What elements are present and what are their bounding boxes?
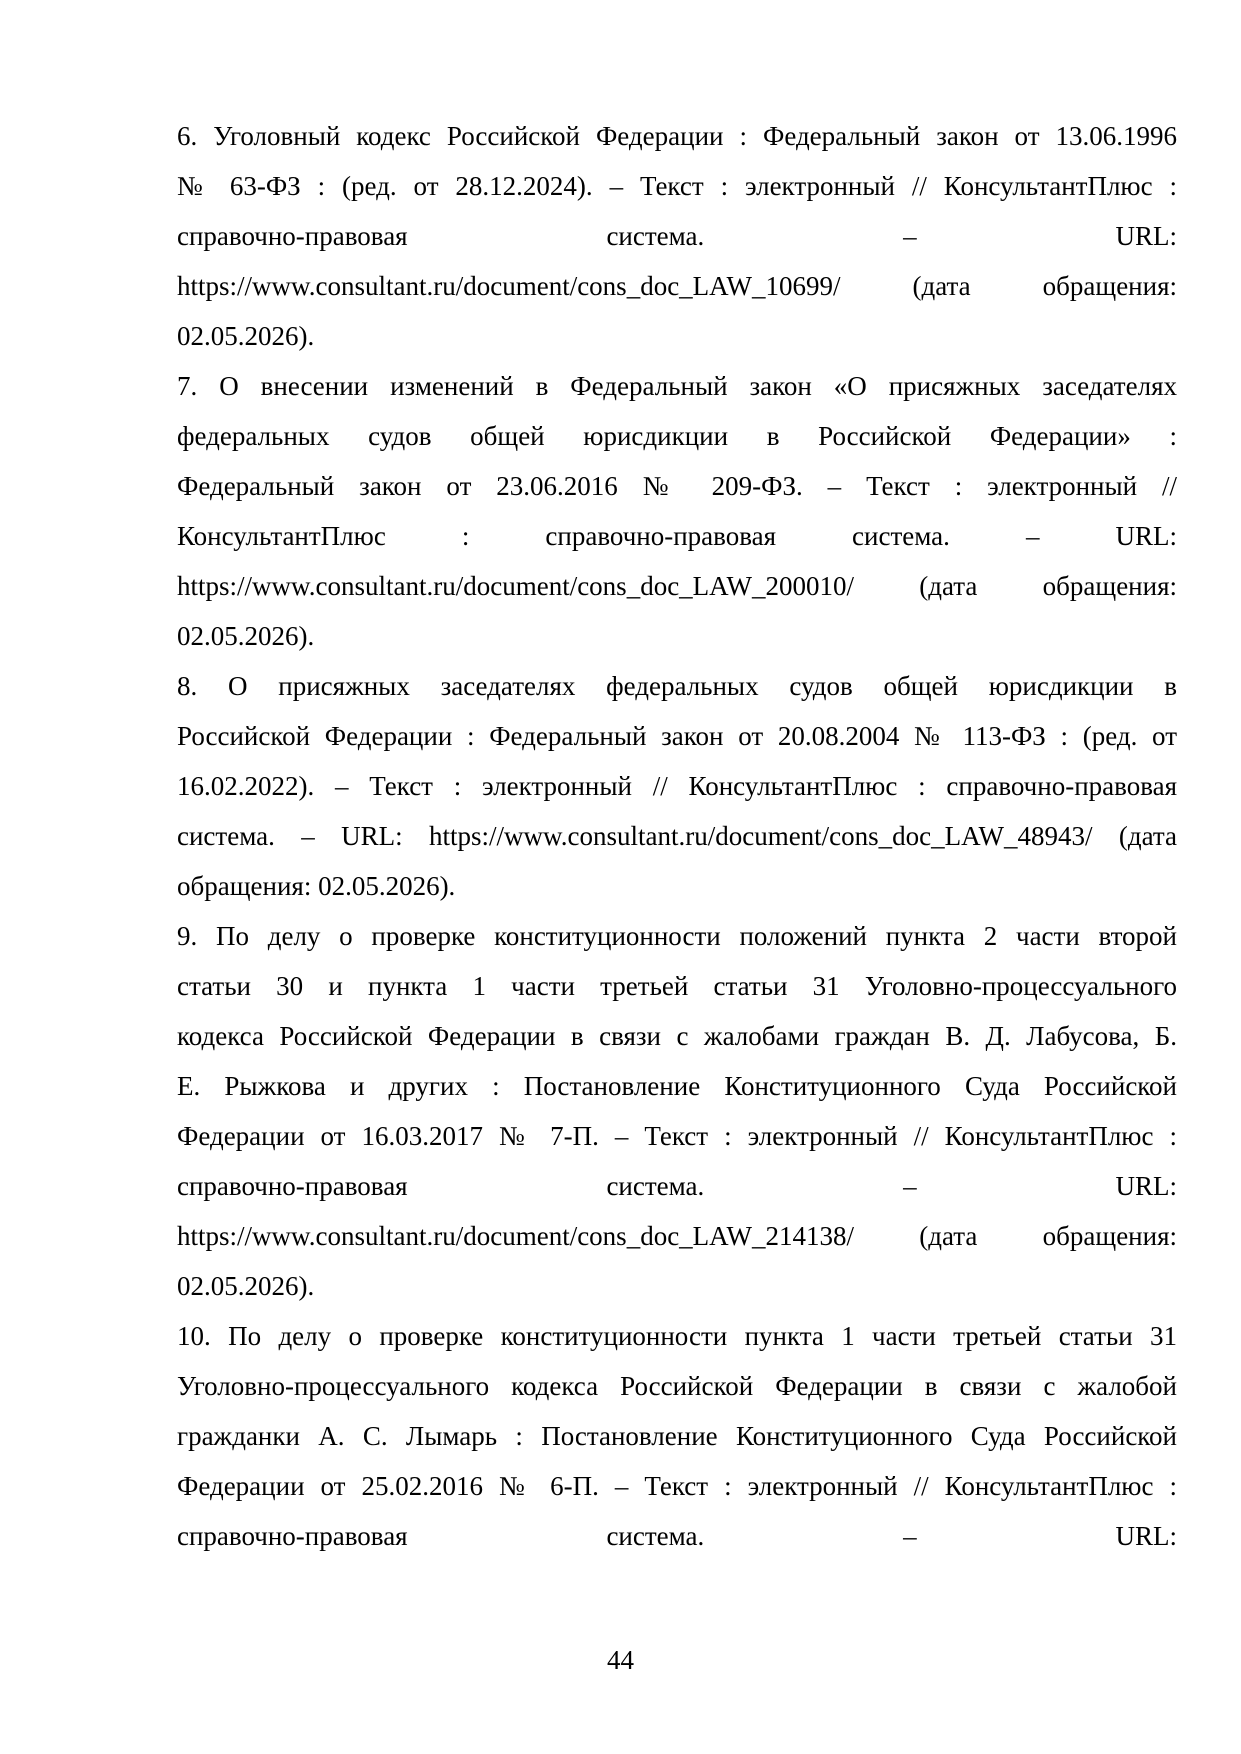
reference-item-10: [177, 1311, 1177, 1561]
reference-line: 6. Уголовный кодекс Российской Федерации : Федеральный закон от 13.06.1996: [177, 121, 1177, 151]
reference-line: 7. О внесении изменений в Федеральный закон «О присяжных заседателях: [177, 371, 1177, 401]
reference-line: https://www.consultant.ru/document/cons_doc_LAW_10699/ (дата обращения:: [177, 271, 1177, 301]
reference-line: КонсультантПлюс : справочно-правовая система. – URL:: [177, 521, 1177, 551]
reference-line: гражданки А. С. Лымарь : Постановление Конституционного Суда Российской: [177, 1421, 1177, 1451]
reference-line: Федерации от 25.02.2016 № 6-П. – Текст : электронный // КонсультантПлюс :: [177, 1471, 1177, 1501]
reference-line: https://www.consultant.ru/document/cons_doc_LAW_200010/ (дата обращения:: [177, 571, 1177, 601]
reference-item-9: [177, 911, 1177, 1311]
reference-line: 8. О присяжных заседателях федеральных судов общей юрисдикции в: [177, 671, 1177, 701]
reference-list: [177, 111, 1177, 1561]
reference-line: Федерации от 16.03.2017 № 7-П. – Текст : электронный // КонсультантПлюс :: [177, 1121, 1177, 1151]
reference-line: статьи 30 и пункта 1 части третьей статьи 31 Уголовно-процессуального: [177, 971, 1177, 1001]
reference-line: 16.02.2022). – Текст : электронный // КонсультантПлюс : справочно-правовая: [177, 771, 1177, 801]
reference-item-6: [177, 111, 1177, 361]
reference-line: 02.05.2026).: [177, 1271, 315, 1301]
reference-line: справочно-правовая система. – URL:: [177, 1171, 1177, 1201]
reference-line: https://www.consultant.ru/document/cons_doc_LAW_214138/ (дата обращения:: [177, 1221, 1177, 1251]
reference-line: кодекса Российской Федерации в связи с жалобами граждан В. Д. Лабусова, Б.: [177, 1021, 1177, 1051]
reference-item-7: [177, 361, 1177, 661]
reference-line: справочно-правовая система. – URL:: [177, 221, 1177, 251]
reference-line: 10. По делу о проверке конституционности пункта 1 части третьей статьи 31: [177, 1321, 1177, 1351]
reference-line: обращения: 02.05.2026).: [177, 871, 456, 901]
reference-line: Уголовно-процессуального кодекса Российской Федерации в связи с жалобой: [177, 1371, 1177, 1401]
reference-line: Федеральный закон от 23.06.2016 № 209-ФЗ. – Текст : электронный //: [177, 471, 1177, 501]
reference-line: Российской Федерации : Федеральный закон от 20.08.2004 № 113-ФЗ : (ред. от: [177, 721, 1177, 751]
reference-line: федеральных судов общей юрисдикции в Российской Федерации» :: [177, 421, 1177, 451]
reference-item-8: [177, 661, 1177, 911]
reference-line: 9. По делу о проверке конституционности положений пункта 2 части второй: [177, 921, 1177, 951]
reference-line: № 63-ФЗ : (ред. от 28.12.2024). – Текст : электронный // КонсультантПлюс :: [177, 171, 1177, 201]
reference-line: 02.05.2026).: [177, 321, 315, 351]
reference-line: система. – URL: https://www.consultant.ru/document/cons_doc_LAW_48943/ (дата: [177, 821, 1177, 851]
reference-line: Е. Рыжкова и других : Постановление Конституционного Суда Российской: [177, 1071, 1177, 1101]
reference-line: справочно-правовая система. – URL:: [177, 1521, 1177, 1551]
page-number: 44: [607, 1645, 634, 1675]
reference-line: 02.05.2026).: [177, 621, 315, 651]
